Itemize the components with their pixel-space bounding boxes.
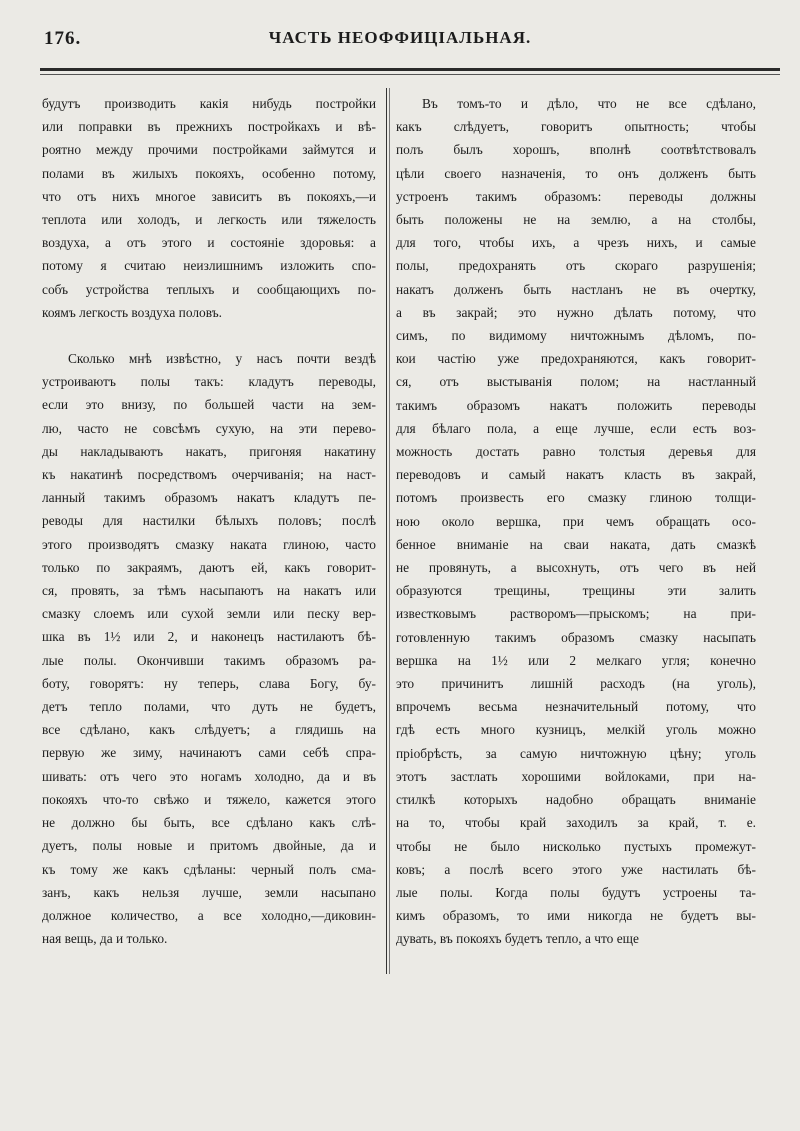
text-line: занъ, какъ нельзя лучше, земли насыпано bbox=[42, 884, 376, 900]
text-line: образуются трещины, трещины эти залить bbox=[396, 583, 756, 599]
text-line: шка въ 1½ или 2, и наконецъ настилаютъ бѣ- bbox=[42, 629, 376, 645]
text-line: стилкѣ которыхъ надобно обращать вниманіе bbox=[396, 792, 756, 808]
text-line: будутъ производить какія нибудь постройки bbox=[42, 96, 376, 111]
text-line: только по закраямъ, даютъ ей, какъ говорит- bbox=[42, 559, 376, 575]
text-line: а въ закрай; это нужно дѣлать потому, что bbox=[396, 304, 756, 320]
running-head: ЧАСТЬ НЕОФФИЦІАЛЬНАЯ. bbox=[268, 28, 532, 47]
text-line: ся, отъ выстыванія полом; на настланный bbox=[396, 374, 756, 390]
text-line: какъ слѣдуетъ, говоритъ опытность; чтобы bbox=[396, 119, 756, 135]
text-line: лые полы. Окончивши такимъ образомъ ра- bbox=[42, 652, 376, 668]
text-line: на то, чтобы край заходилъ за край, т. е. bbox=[396, 815, 756, 831]
text-line: ною около вершка, при чемъ обращать осо- bbox=[396, 513, 756, 529]
text-line: полъ былъ хорошъ, вполнѣ соотвѣтствовалъ bbox=[396, 142, 756, 158]
text-line: для того, чтобы ихъ, а чрезъ нихъ, и самые bbox=[396, 235, 756, 251]
text-line: коямъ легкость воздуха половъ. bbox=[42, 304, 223, 320]
text-line: ланный такимъ образомъ накатъ кладутъ пе- bbox=[42, 490, 376, 506]
column-divider bbox=[386, 88, 387, 974]
text-line: устроиваютъ полы такъ: кладутъ переводы, bbox=[42, 374, 376, 390]
text-line: вершка на 1½ или 2 мелкаго угля; конечно bbox=[396, 652, 756, 668]
text-line: устроенъ такимъ образомъ: переводы должны bbox=[396, 188, 756, 204]
text-line: воздуха, а отъ этого и состояніе здоровья: а bbox=[42, 235, 376, 251]
text-line: этого производятъ смазку наката глиною, часто bbox=[42, 536, 376, 552]
text-line: пріобрѣсть, за самую ничтожную цѣну; уголь bbox=[396, 745, 756, 761]
text-line: переводовъ и самый накатъ класть въ закрай, bbox=[396, 467, 756, 483]
text-line: Сколько мнѣ извѣстно, у насъ почти вездѣ bbox=[68, 351, 376, 367]
text-line: все сдѣлано, какъ слѣдуетъ; а глядишь на bbox=[42, 722, 376, 738]
right-column bbox=[396, 92, 756, 951]
text-line: лые полы. Когда полы будутъ устроены та- bbox=[396, 884, 756, 900]
text-line: собъ устройства теплыхъ и сообщающихъ по- bbox=[42, 281, 376, 297]
text-line: ся, провять, за тѣмъ насыпаютъ на накатъ или bbox=[42, 583, 376, 599]
text-line: если это внизу, по большей части на зем- bbox=[42, 397, 376, 413]
text-line: первую же зиму, начинаютъ сами себѣ спра- bbox=[42, 745, 376, 761]
text-line: теплота или холодъ, и легкость или тяжелость bbox=[42, 212, 376, 228]
text-line: лю, часто не совсѣмъ сухую, на эти перево- bbox=[42, 420, 376, 436]
text-line: накатъ долженъ быть настланъ не въ очертку, bbox=[396, 281, 756, 297]
text-line: кои частію уже предохраняются, какъ говорит- bbox=[396, 351, 756, 367]
text-line: цѣли своего назначенія, то онъ долженъ быть bbox=[396, 165, 756, 181]
text-line: гдѣ есть много кузницъ, мелкій уголь можно bbox=[396, 722, 756, 738]
text-line: полы, предохранять отъ скораго разрушенія; bbox=[396, 258, 756, 274]
text-line: ды накладываютъ накатъ, пригоняя накатину bbox=[42, 443, 376, 459]
header-rule-thin bbox=[40, 74, 780, 75]
text-line: чтобы не было нисколько пустыхъ промежут- bbox=[396, 838, 756, 854]
text-line: симъ, по видимому ничтожнымъ дѣломъ, по- bbox=[396, 328, 756, 344]
text-line: не должно бы быть, все сдѣлано какъ слѣ- bbox=[42, 815, 376, 831]
paragraph-gap bbox=[42, 324, 376, 347]
text-line: известковымъ растворомъ—прыскомъ; на при- bbox=[396, 606, 756, 622]
text-line: можность достать равно толстыя деревья для bbox=[396, 444, 756, 460]
text-line: это причинитъ лишній расходъ (на уголь), bbox=[396, 676, 756, 692]
text-line: къ накатинѣ посредствомъ очерчиванія; на наст- bbox=[42, 467, 376, 483]
text-line: кимъ образомъ, то ими никогда не будетъ вы- bbox=[396, 908, 756, 924]
text-line: къ тому же какъ сдѣланы: черный полъ сма- bbox=[42, 861, 376, 877]
text-line: дуетъ, полы новые и притомъ двойные, да и bbox=[42, 838, 376, 854]
page-number: 176. bbox=[44, 28, 82, 49]
text-line: ная вещь, да и только. bbox=[42, 931, 168, 947]
text-line: для бѣлаго пола, а еще лучше, если есть воз- bbox=[396, 420, 756, 436]
text-line: Въ томъ-то и дѣло, что не все сдѣлано, bbox=[422, 96, 756, 111]
left-column bbox=[42, 92, 376, 950]
text-line: дувать, въ покояхъ будетъ тепло, а что еще bbox=[396, 931, 639, 947]
text-line: такимъ образомъ накатъ положить переводы bbox=[396, 397, 756, 413]
text-line: покояхъ что-то свѣжо и тяжело, кажется этого bbox=[42, 791, 376, 807]
text-line: не провянуть, а высохнуть, отъ чего въ ней bbox=[396, 560, 756, 576]
text-line: должное количество, а все холодно,—диковин- bbox=[42, 907, 376, 923]
text-line: или поправки въ прежнихъ постройкахъ и вѣ- bbox=[42, 119, 376, 135]
text-line: потому я считаю неизлишнимъ изложить спо- bbox=[42, 258, 376, 274]
text-line: этотъ застлать хорошими войлоками, при на- bbox=[396, 768, 756, 784]
header-rule bbox=[40, 68, 780, 71]
text-line: быть положены не на землю, а на столбы, bbox=[396, 212, 756, 228]
text-line: потомъ произвесть его смазку глиною толщи- bbox=[396, 490, 756, 506]
text-line: шивать: отъ чего это ногамъ холодно, да и въ bbox=[42, 768, 376, 784]
text-line: полами въ жилыхъ покояхъ, особенно потому, bbox=[42, 165, 376, 181]
text-line: ковъ; а послѣ всего этого уже настилать бѣ- bbox=[396, 861, 756, 877]
text-line: детъ тепло полами, что дуть не будетъ, bbox=[42, 699, 376, 715]
text-line: боту, говорятъ: ну теперь, слава Богу, бу- bbox=[42, 675, 376, 691]
text-line: смазку слоемъ или сухой земли или песку вер- bbox=[42, 606, 376, 622]
text-line: бенное вниманіе на сваи наката, дать смазкѣ bbox=[396, 536, 756, 552]
text-line: впрочемъ весьма незначительный потому, что bbox=[396, 699, 756, 715]
column-divider-inner bbox=[389, 88, 390, 974]
text-line: реводы для настилки бѣлыхъ половъ; послѣ bbox=[42, 513, 376, 529]
text-line: готовленную такимъ образомъ смазку насыпать bbox=[396, 629, 756, 645]
text-line: роятно между прочими постройками займутся и bbox=[42, 142, 376, 158]
page-header bbox=[44, 28, 756, 58]
text-line: что отъ нихъ многое зависитъ въ покояхъ,—и bbox=[42, 188, 376, 204]
